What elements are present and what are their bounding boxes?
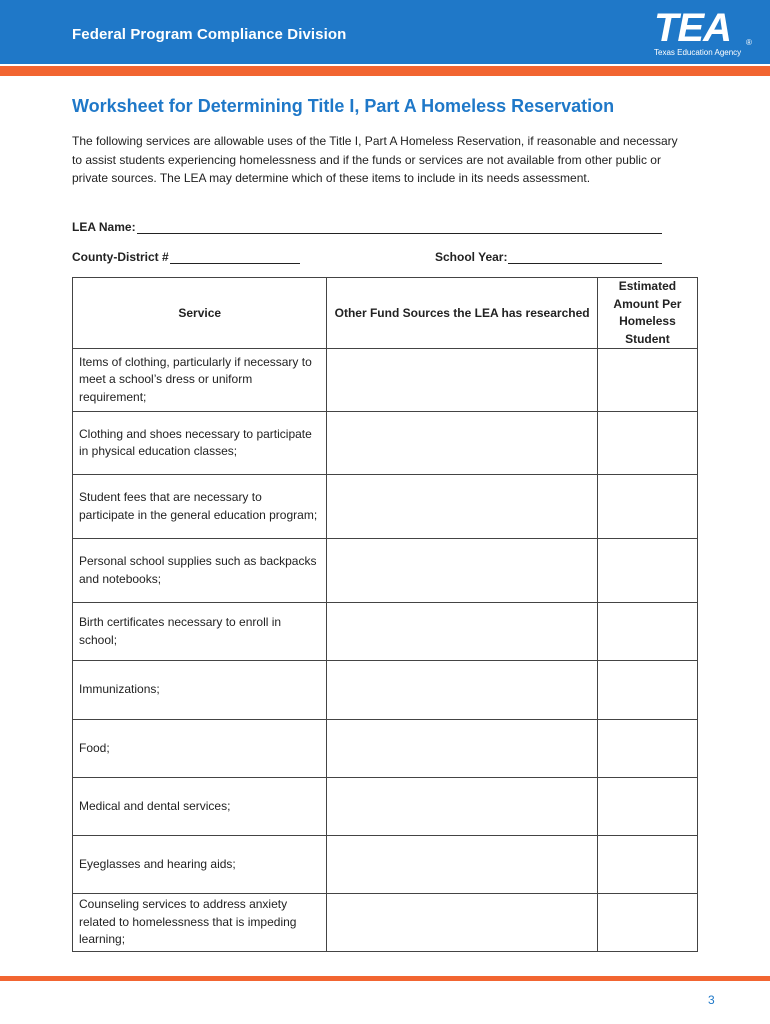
service-cell: Student fees that are necessary to participate in the general education program;: [73, 475, 327, 539]
other-funds-cell[interactable]: [327, 720, 597, 778]
estimated-amount-cell[interactable]: [597, 778, 697, 836]
school-year-blank[interactable]: [508, 249, 662, 264]
footer-accent-stripe: [0, 976, 770, 981]
other-funds-cell[interactable]: [327, 412, 597, 475]
other-funds-cell[interactable]: [327, 836, 597, 894]
county-district-blank[interactable]: [170, 249, 300, 264]
estimated-amount-cell[interactable]: [597, 894, 697, 952]
estimated-amount-cell[interactable]: [597, 661, 697, 720]
tea-logo-text: TEA: [654, 6, 731, 50]
intro-paragraph: The following services are allowable uses of the Title I, Part A Homeless Reservation, if reasonable and necessary to assist students experiencing homelessness and if the funds or services are not available from other public or private sources. The LEA may determine which of these items to include in its needs assessment.: [72, 134, 678, 185]
service-cell: Counseling services to address anxiety related to homelessness that is impeding learning;: [73, 894, 327, 952]
estimated-amount-cell[interactable]: [597, 539, 697, 603]
table-row: [73, 475, 698, 539]
estimated-amount-cell[interactable]: [597, 349, 697, 412]
other-funds-cell[interactable]: [327, 778, 597, 836]
school-year-field[interactable]: [435, 249, 662, 264]
estimated-amount-cell[interactable]: [597, 720, 697, 778]
division-title: Federal Program Compliance Division: [72, 26, 347, 43]
other-funds-cell[interactable]: [327, 661, 597, 720]
lea-name-label: LEA Name:: [72, 220, 136, 234]
other-funds-cell[interactable]: [327, 475, 597, 539]
lea-name-field[interactable]: [72, 219, 662, 234]
document-title: Worksheet for Determining Title I, Part A Homeless Reservation: [72, 96, 615, 116]
other-funds-cell[interactable]: [327, 539, 597, 603]
service-cell: Birth certificates necessary to enroll in school;: [73, 603, 327, 661]
other-funds-column-header: Other Fund Sources the LEA has researched: [327, 278, 597, 349]
county-district-label: County-District #: [72, 250, 169, 264]
other-funds-cell[interactable]: [327, 603, 597, 661]
table-row: [73, 539, 698, 603]
service-cell: Personal school supplies such as backpacks and notebooks;: [73, 539, 327, 603]
services-table: [72, 277, 698, 952]
page-header: [0, 0, 770, 64]
county-district-field[interactable]: [72, 249, 300, 264]
table-row: [73, 720, 698, 778]
table-row: [73, 894, 698, 952]
table-row: [73, 661, 698, 720]
tea-logo: [650, 4, 760, 60]
service-column-header: Service: [73, 278, 327, 349]
table-header-row: [73, 278, 698, 349]
table-row: [73, 778, 698, 836]
service-cell: Food;: [73, 720, 327, 778]
lea-name-blank[interactable]: [137, 219, 662, 234]
other-funds-cell[interactable]: [327, 349, 597, 412]
estimated-amount-column-header: Estimated Amount Per Homeless Student: [597, 278, 697, 349]
table-row: [73, 349, 698, 412]
tea-logo-subtitle: Texas Education Agency: [654, 48, 742, 57]
header-accent-stripe: [0, 66, 770, 76]
table-row: [73, 836, 698, 894]
service-cell: Items of clothing, particularly if necessary to meet a school’s dress or uniform requirement;: [73, 349, 327, 412]
page-number: 3: [708, 993, 715, 1007]
service-cell: Clothing and shoes necessary to participate in physical education classes;: [73, 412, 327, 475]
table-row: [73, 412, 698, 475]
estimated-amount-cell[interactable]: [597, 603, 697, 661]
service-cell: Eyeglasses and hearing aids;: [73, 836, 327, 894]
estimated-amount-cell[interactable]: [597, 475, 697, 539]
estimated-amount-cell[interactable]: [597, 412, 697, 475]
table-row: [73, 603, 698, 661]
other-funds-cell[interactable]: [327, 894, 597, 952]
service-cell: Medical and dental services;: [73, 778, 327, 836]
estimated-amount-cell[interactable]: [597, 836, 697, 894]
service-cell: Immunizations;: [73, 661, 327, 720]
school-year-label: School Year:: [435, 250, 508, 264]
registered-mark: ®: [746, 38, 752, 47]
